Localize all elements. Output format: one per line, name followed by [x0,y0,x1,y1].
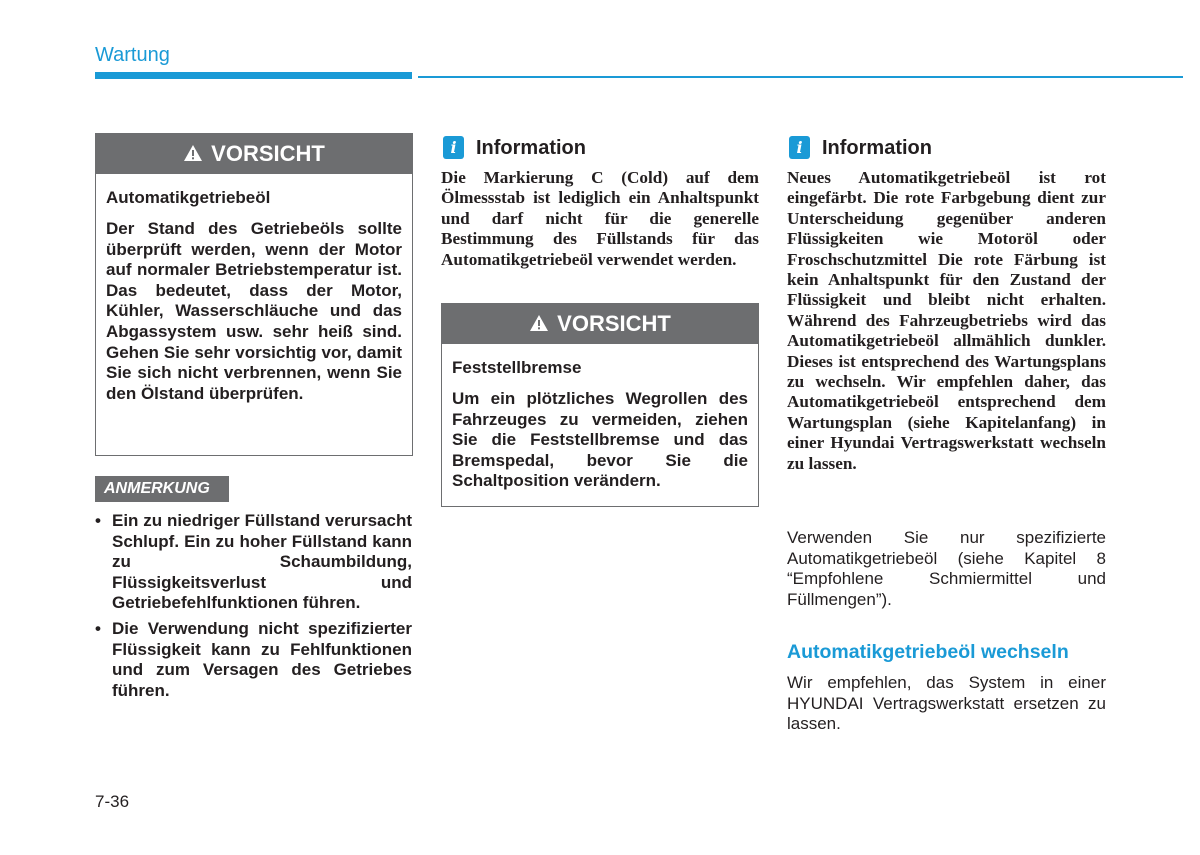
caution-text: Der Stand des Getriebeöls sollte überprüft werden, wenn der Motor auf normaler Betriebstemperatur ist. Das bedeutet, dass der Motor, Kühler, Wasserschläuche und das Abgassystem usw. sehr heiß sind. Gehen Sie sehr vorsichtig vor, damit Sie sich nicht verbrennen, wenn Sie den Ölstand überprüfen. [106,219,402,403]
info-heading-right [789,136,932,160]
warning-triangle-icon [183,144,203,162]
info-text-middle: Die Markierung C (Cold) auf dem Ölmessstab ist lediglich ein Anhaltspunkt und darf nicht für die generelle Bestimmung des Füllstands für das Automatikgetriebeöl verwendet werden. [441,168,759,269]
caution-box-parking-brake [441,303,759,507]
header-rule-thin [418,76,1183,78]
caution-label: VORSICHT [557,311,671,336]
caution-header [96,134,412,174]
caution-subtitle: Automatikgetriebeöl [106,188,271,207]
header-rule-thick [95,72,412,79]
page-number: 7-36 [95,792,130,811]
bullet: • [95,511,101,530]
caution-header [442,304,758,344]
warning-triangle-icon [529,314,549,332]
change-fluid-paragraph: Wir empfehlen, das System in einer HYUNDAI Vertragswerkstatt ersetzen zu lassen. [787,673,1106,734]
list-item [95,511,412,614]
caution-box-transmission-fluid [95,133,413,456]
fluid-spec-paragraph: Verwenden Sie nur spezifizierte Automatikgetriebeöl (siehe Kapitel 8 “Empfohlene Schmiermittel und Füllmengen”). [787,528,1106,609]
note-list [95,511,412,706]
info-heading-middle [443,136,586,160]
list-item [95,619,412,701]
note-badge: ANMERKUNG [95,476,229,502]
info-title: Information [476,137,586,159]
bullet: • [95,618,101,638]
note-item-text: Ein zu niedriger Füllstand verursacht Schlupf. Ein zu hoher Füllstand kann zu Schaumbildung, Flüssigkeitsverlust und Getriebefehlfunktionen führen. [112,511,412,613]
caution-text: Um ein plötzliches Wegrollen des Fahrzeuges zu vermeiden, ziehen Sie die Feststellbremse und das Bremspedal, bevor Sie die Schaltposition verändern. [452,389,748,491]
caution-label: VORSICHT [211,141,325,166]
info-icon: i [443,136,464,159]
subheading-change-fluid: Automatikgetriebeöl wechseln [787,641,1069,663]
section-title: Wartung [95,44,170,66]
caution-subtitle: Feststellbremse [452,358,582,377]
note-item-text: Die Verwendung nicht spezifizierter Flüssigkeit kann zu Fehlfunktionen und zum Versagen des Getriebes führen. [112,618,412,700]
info-text-right: Neues Automatikgetriebeöl ist rot eingefärbt. Die rote Farbgebung dient zur Unterscheidung gegenüber anderen Flüssigkeiten wie Motoröl oder Froschschutzmittel Die rote Färbung ist kein Anhaltspunkt für den Zustand der Flüssigkeit und bleibt nicht erhalten. Während des Fahrzeugbetriebs wird das Automatikgetriebeöl allmählich dunkler. Dieses ist entsprechend des Wartungsplans zu wechseln. Wir empfehlen daher, das Automatikgetriebeöl entsprechend dem Wartungsplan (siehe Kapitelanfang) in einer Hyundai Vertragswerkstatt wechseln zu lassen. [787,168,1106,473]
info-icon: i [789,136,810,159]
info-title: Information [822,137,932,159]
